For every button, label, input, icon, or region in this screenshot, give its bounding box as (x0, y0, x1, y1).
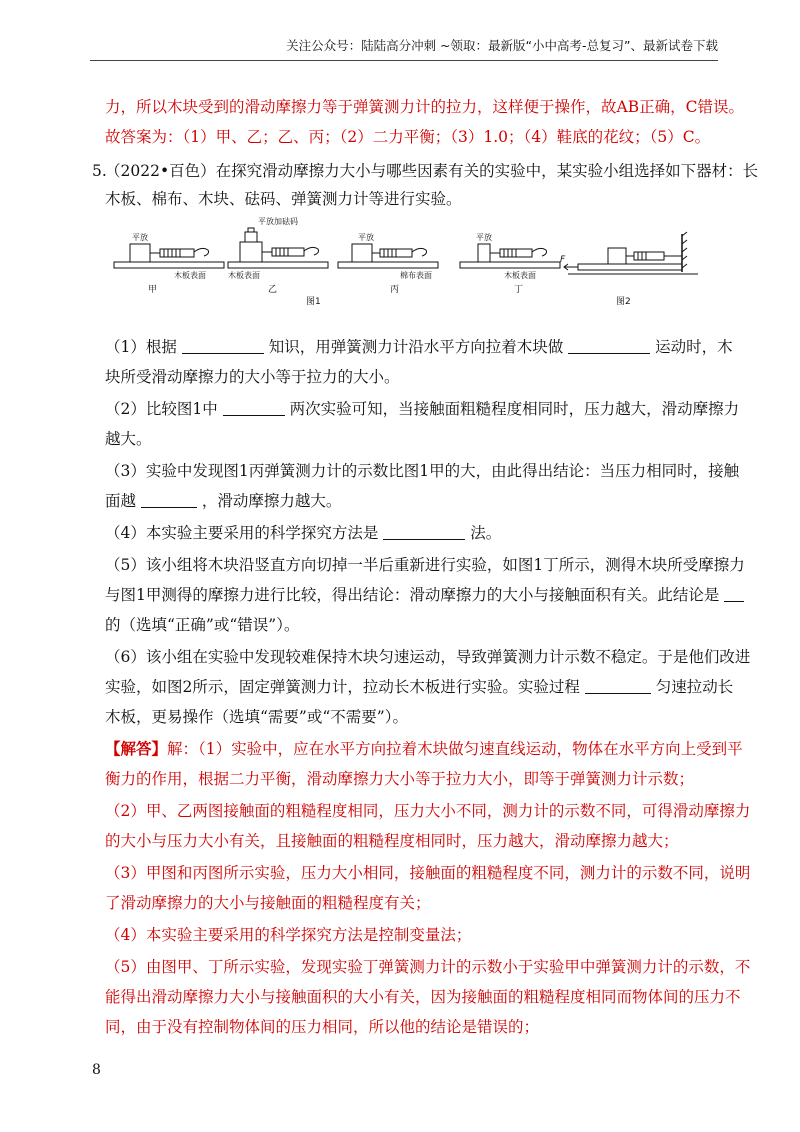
q4-line (105, 522, 718, 544)
label-ding: 丁 (514, 285, 524, 295)
prev-answer-line-1: 力，所以木块受到的滑动摩擦力等于弹簧测力计的拉力，这样便于操作，故AB正确，C错误。 (105, 98, 744, 116)
q2-text-b: 两次实验可知，当接触面粗糙程度相同时，压力越大，滑动摩擦力 (289, 400, 740, 418)
label-mianbu-bing: 棉布表面 (400, 271, 432, 280)
hand-jia-icon (194, 248, 209, 256)
q1-text-b: 知识，用弹簧测力计沿水平方向拉着木块做 (268, 338, 564, 356)
page-number: 8 (92, 1062, 101, 1078)
answer-line-4: 的大小与压力大小有关，且接触面的粗糙程度相同时，压力越大，滑动摩擦力越大； (105, 832, 679, 850)
label-muban-jia: 木板表面 (174, 271, 206, 280)
board-ding (460, 262, 560, 268)
figure-jia (114, 244, 224, 268)
question-number: 5. (92, 162, 107, 180)
answer-1-text-a: 解：（1）实验中，应在水平方向拉着木块做匀速直线运动，物体在水平方向上受到平 (167, 740, 743, 758)
answer-line-5: （3）甲图和丙图所示实验，压力大小相同，接触面的粗糙程度不同，测力计的示数不同，说明 (105, 864, 751, 882)
board-bing (338, 262, 438, 268)
figure-ding (460, 244, 560, 268)
label-force-F: F (560, 255, 566, 265)
q3-line-1: （3）实验中发现图1丙弹簧测力计的示数比图1甲的大，由此得出结论：当压力相同时，接触 (105, 462, 740, 480)
q3-text-c: ，滑动摩擦力越大。 (201, 492, 342, 510)
q6-blank[interactable] (585, 677, 651, 694)
block-bing (352, 244, 372, 262)
label-pingfang-jia: 平放 (132, 233, 148, 242)
q6-line-1: （6）该小组在实验中发现较难保持木块匀速运动，导致弹簧测力计示数不稳定。于是他们改进 (105, 648, 751, 666)
q6-line-3: 木板，更易操作（选填“需要”或“不需要”）。 (105, 708, 408, 726)
answer-line-7: （4）本实验主要采用的科学探究方法是控制变量法； (105, 926, 472, 944)
figure-2 (564, 232, 698, 274)
block-yi (240, 242, 262, 262)
label-fig2: 图2 (616, 297, 631, 307)
q5-line-3: 的（选填“正确”或“错误”）。 (105, 616, 300, 634)
answer-line-6: 了滑动摩擦力的大小与接触面的粗糙程度有关； (105, 894, 431, 912)
label-yi: 乙 (268, 285, 278, 295)
long-board (578, 264, 682, 270)
block-jia (130, 244, 150, 262)
answer-line-3: （2）甲、乙两图接触面的粗糙程度相同，压力大小不同，测力计的示数不同，可得滑动摩擦力 (105, 802, 751, 820)
q5-text-b: 与图1甲测得的摩擦力进行比较，得出结论：滑动摩擦力的大小与接触面积有关。此结论是 (105, 586, 720, 604)
hand-yi-icon (304, 247, 319, 255)
q2-line-1 (105, 398, 740, 420)
q5-blank[interactable] (724, 585, 744, 602)
figure-bing (338, 244, 438, 268)
board-jia (114, 262, 224, 268)
answer-line-8: （5）由图甲、丁所示实验，发现实验丁弹簧测力计的示数小于实验甲中弹簧测力计的示数，不 (105, 958, 751, 976)
label-jia: 甲 (148, 285, 158, 295)
q6-text-c: 匀速拉动长 (655, 678, 734, 696)
q2-text-a: （2）比较图1中 (105, 400, 218, 418)
q5-line-1: （5）该小组将木块沿竖直方向切掉一半后重新进行实验，如图1丁所示，测得木块所受摩擦力 (105, 556, 745, 574)
q2-blank[interactable] (223, 399, 285, 416)
board-yi (228, 262, 328, 268)
answer-line-1 (105, 738, 743, 760)
q1-line-1 (105, 336, 733, 358)
label-pingfang-ding: 平放 (476, 233, 492, 242)
label-fig1: 图1 (306, 297, 321, 307)
question-stem-1: （2022•百色）在探究滑动摩擦力大小与哪些因素有关的实验中，某实验小组选择如下器材：长 (105, 162, 759, 180)
q4-blank[interactable] (383, 523, 465, 540)
q3-text-b: 面越 (105, 492, 137, 510)
q1-line-2: 块所受滑动摩擦力的大小等于拉力的大小。 (105, 368, 400, 386)
label-pingfang-bing: 平放 (358, 233, 374, 242)
experiment-figure (108, 214, 698, 312)
figure-yi (228, 228, 328, 268)
q2-line-2: 越大。 (105, 430, 152, 448)
q1-blank-1[interactable] (182, 337, 264, 354)
question-stem-2: 木板、棉布、木块、砝码、弹簧测力计等进行实验。 (105, 190, 462, 208)
label-bing: 丙 (390, 285, 400, 295)
q1-text-a: （1）根据 (105, 338, 177, 356)
spring-scale-jia-icon (160, 249, 194, 257)
label-muban-yi: 木板表面 (228, 271, 260, 280)
q6-text-b: 实验，如图2所示，固定弹簧测力计，拉动长木板进行实验。实验过程 (105, 678, 580, 696)
q5-line-2 (105, 584, 718, 606)
hand-bing-icon (412, 248, 427, 256)
q1-blank-2[interactable] (568, 337, 650, 354)
q6-line-2 (105, 676, 734, 698)
block-fig2 (608, 248, 626, 264)
hand-ding-icon (532, 248, 547, 256)
answer-line-9: 能得出滑动摩擦力大小与接触面积的大小有关，因为接触面的粗糙程度相同而物体间的压力不 (105, 988, 741, 1006)
label-muban-ding: 木板表面 (504, 271, 536, 280)
q3-blank[interactable] (141, 491, 197, 508)
label-pingfang-fama: 平放加砝码 (258, 217, 298, 226)
answer-line-2: 衡力的作用，根据二力平衡，滑动摩擦力大小等于拉力大小，即等于弹簧测力计示数； (105, 770, 695, 788)
q4-text-a: （4）本实验主要采用的科学探究方法是 (105, 524, 379, 542)
answer-line-10: 同，由于没有控制物体间的压力相同，所以他的结论是错误的； (105, 1018, 540, 1036)
q1-text-c: 运动时，木 (655, 338, 733, 356)
page-header: 关注公众号：陆陆高分冲刺 ~领取：最新版“小中高考-总复习”、最新试卷下载 (286, 38, 718, 53)
answer-tag: 【解答】 (105, 739, 168, 758)
header-rule (90, 60, 718, 61)
prev-answer-line-2: 故答案为：（1）甲、乙；乙、丙；（2）二力平衡；（3）1.0；（4）鞋底的花纹；（5）C。 (105, 128, 711, 146)
block-ding (478, 244, 490, 262)
weight-icon (245, 232, 257, 242)
q3-line-2 (105, 490, 718, 512)
q4-text-b: 法。 (470, 524, 502, 542)
